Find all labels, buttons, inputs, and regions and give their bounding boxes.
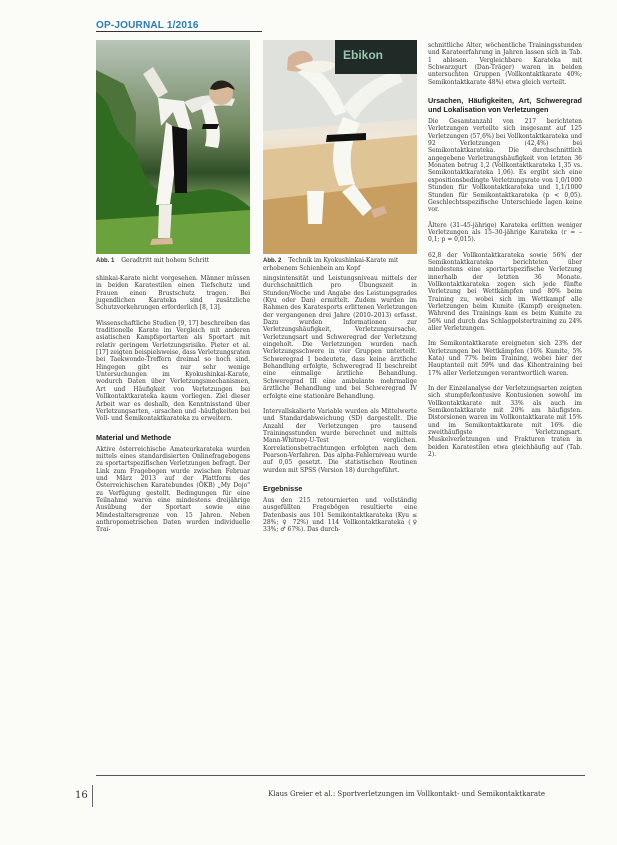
- paragraph: Ältere (31–45-jährige) Karateka erlitten weniger Verletzungen als 15–30-jährige Karateka (r = –0,1; p = 0,015).: [428, 221, 582, 244]
- event-banner: Ebikon: [335, 40, 417, 74]
- section-heading: Ergebnisse: [263, 483, 303, 493]
- paragraph: Die Gesamtanzahl von 217 berichteten Verletzungen verteilte sich insgesamt auf 125 Verletzungen (57,6%) bei Vollkontaktkarateka und 92 Verletzungen (42,4%) bei Semikontaktkarateka. Die durchschnittlich angegebene Verletzungshäufigkeit von letzten 36 Monaten betrug 1,2 (Vollkontaktkarateka 1,35 vs. Semikontaktkarateka 1,06). Es ergibt sich eine expositionsbedingte Verletzungsrate von 1,0/1000 Stunden für Vollkontaktkarateka und 1,1/1000 Stunden für Semikontaktkarateka (p < 0,05). Geschlechtsspezifische Unterschiede lagen keine vor.: [428, 118, 582, 214]
- karate-photo-1: [96, 40, 250, 254]
- paragraph: shinkai-Karate nicht vorgesehen. Männer müssen in beiden Karatestilen einen Tiefschutz und Frauen einen Brustschutz tragen. Bei jugendlichen Karateka sind zusätzliche Schutzvorkehrungen erforderlich [8, 13].: [96, 275, 250, 312]
- paragraph: Aus den 215 retournierten und vollständig ausgefüllten Fragebögen resultierte eine Datenbasis aus 101 Semikontaktkarateka (Kyu ≤ 28%; ♀ 72%) und 114 Vollkontaktkarateka (♀ 33%; ♂ 67%). Das durch-: [263, 496, 417, 534]
- paragraph: Im Semikontaktkarate ereigneten sich 23% der Verletzungen bei Wettkämpfen (16% Kumite, 5% Kata) und 77% beim Training, wobei hier der Hauptanteil mit 59% und das Kihontraining bei 17% aller Verletzungen verantwortlich waren.: [428, 340, 582, 377]
- page-number: 16: [75, 790, 88, 801]
- figure-caption-label: Abb. 1: [96, 258, 115, 264]
- figure-caption-2: [263, 257, 417, 272]
- header-rule: [96, 31, 262, 32]
- karate-kick-photo-icon: [96, 40, 250, 254]
- paragraph: Aktive österreichische Amateurkarateka wurden mittels eines standardisierten Onlinefragebogens zu sportartspezifischen Verletzungen befragt. Der Link zum Fragebogen wurde zwischen Februar und März 2013 auf der Plattform des Österreichischen Karatebundes (ÖKB) „My Dojo" zu Verfügung gestellt. Bedingungen für eine Teilnahme waren eine mindestens dreijährige Ausübung der Sportart sowie eine Mindestaltersgrenze von 15 Jahren. Neben anthropometrischen Daten wurden individuelle Trai-: [96, 445, 250, 534]
- paragraph: schnittliche Alter, wöchentliche Trainingsstunden und Karateerfahrung in Jahren lassen sich in Tab. 1 ablesen. Vergleichbare Karateka mit Schwarzgurt (Dan-Träger) waren in beiden untersuchten Gruppen (Vollkontaktkarate 40%; Semikontaktkarate 48%) etwa gleich verteilt.: [428, 42, 582, 86]
- section-heading: Ursachen, Häufigkeiten, Art, Schweregrad und Lokalisation von Verletzungen: [428, 96, 582, 115]
- article-footer: Klaus Greier et al.: Sportverletzungen im Vollkontakt- und Semikontaktkarate: [268, 790, 545, 798]
- journal-name: OP-JOURNAL 1/2016: [96, 20, 199, 31]
- paragraph: ningsintensität und Leistungsniveau mittels der durchschnittlich pro Übungszeit in Stunden/Woche und Angabe des Leistungsgrades (Kyu oder Dan) ermittelt. Zudem wurden im Rahmen des Karatesports erlittenen Verletzungen der vergangenen drei Jahre (2010–2013) erfasst. Dazu wurden Informationen zur Verletzungshäufigkeit, Verletzungsursache, Verletzungsart und Schweregrad der Verletzung eingeholt. Die Verletzungen wurden nach Verletzungsschwere in vier Gruppen unterteilt. Schweregrad I bedeutete, dass keine ärztliche Behandlung erfolgte, Schweregrad II beschreibt eine einmalige ärztliche Behandlung. Schweregrad III eine ambulante mehrmalige ärztliche Behandlung und bei Schweregrad IV erfolgte eine stationäre Behandlung.: [263, 275, 417, 400]
- paragraph: 62,8 der Vollkontaktkarateka sowie 56% der Semikontaktkarateka berichteten über mindestens eine sportartspezifische Verletzung innerhalb der letzten 36 Monate. Vollkontaktkarateka zogen sich jede fünfte Verletzung bei Wettkämpfen und 80% beim Training zu, wobei sich im Wettkampf alle Verletzungen beim Kumite (Kampf) ereigneten. Während des Trainings kam es beim Kumite zu 56% und durch das Schlagpolstertraining zu 24% aller Verletzungen.: [428, 251, 582, 332]
- paragraph: Wissenschaftliche Studien [9, 17] beschreiben das traditionelle Karate im Vergleich mit anderen asiatischen Kampfsportarten als Sportart mit relativ geringem Verletzungsrisiko. Pieter et al. [17] zeigten beispielsweise, dass Verletzungsraten bei Taekwondo-Treffern dreimal so hoch sind. Hingegen gibt es nur sehr wenige Untersuchungen im Kyokushinkai-Karate, wodurch Daten über Verletzungsmechanismen, Art und Häufigkeit von Verletzungen bei Vollkontaktkarateka kaum vorliegen. Ziel dieser Arbeit war es deshalb, den Kenntnisstand über Verletzungsarten, -ursachen und -häufigkeiten bei Voll- und Semikontaktkarateka zu erweitern.: [96, 319, 250, 423]
- figure-caption-text: Geradtritt mit hohem Schritt: [121, 257, 210, 264]
- figure-caption-1: [96, 257, 250, 265]
- figure-caption-text: Technik im Kyokushinkai-Karate mit erhobenem Schienbein am Kopf: [263, 257, 399, 272]
- article-column-3: [428, 42, 582, 467]
- section-heading: Material und Methode: [96, 432, 171, 442]
- article-column-1: [96, 275, 250, 542]
- paragraph: In der Einzelanalyse der Verletzungsarten zeigten sich stumpfe/kontusive Kontusionen sowohl im Vollkontaktkarate mit 33% als auch im Semikontaktkarate mit 20% am häufigsten. Distorsionen waren im Vollkontaktkarate mit 15% und im Semikontaktkarate mit 16% die zweithäufigste Verletzungsart. Muskelverletzungen und Frakturen traten in beiden Karatestilen etwa gleichhäufig auf (Tab. 2).: [428, 385, 582, 459]
- footer-rule: [96, 775, 585, 776]
- page-number-divider: [92, 785, 93, 807]
- article-column-2: [263, 275, 417, 542]
- karate-photo-2: [263, 40, 417, 254]
- figure-caption-label: Abb. 2: [263, 258, 282, 264]
- paragraph: Intervallskalierte Variable wurden als Mittelwerte und Standardabweichung (SD) dargestellt. Die Anzahl der Verletzungen pro tausend Trainingsstunden wurde berechnet und mittels Mann-Whitney-U-Test verglichen. Korrelationsbetrachtungen erfolgten nach dem Pearson-Verfahren. Das alpha-Fehlerniveau wurde auf 0,05 gesetzt. Die statistischen Routinen wurden mit SPSS (Version 18) durchgeführt.: [263, 407, 417, 474]
